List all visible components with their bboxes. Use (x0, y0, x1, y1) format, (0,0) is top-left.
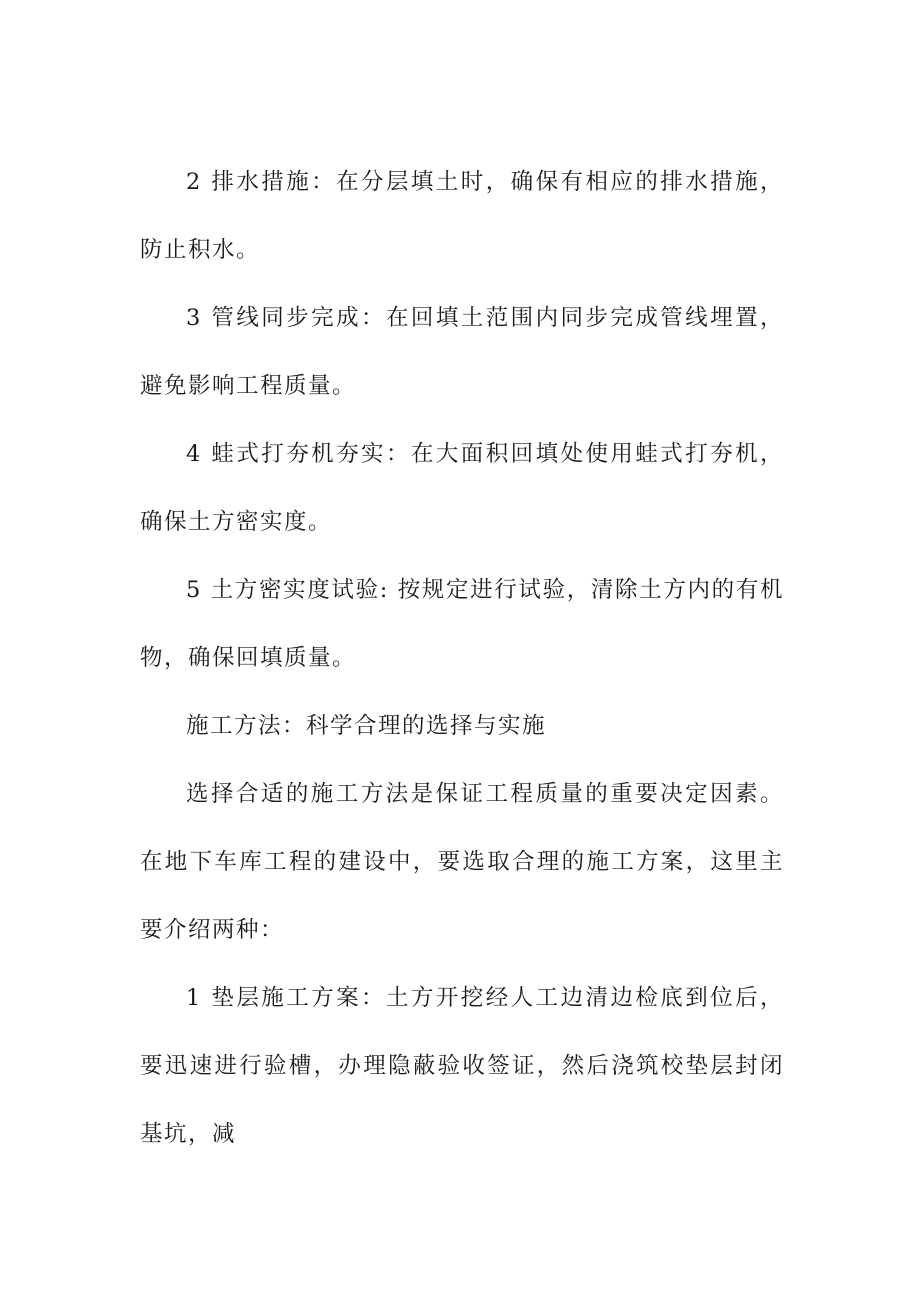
paragraph-method-selection: 选择合适的施工方法是保证工程质量的重要决定因素。在地下车库工程的建设中，要选取合理的施工方案，这里主要介绍两种： (140, 781, 784, 943)
document-body (140, 148, 784, 1168)
section-heading-construction-method: 施工方法：科学合理的选择与实施 (186, 713, 547, 739)
paragraph-compaction-test: 5 土方密实度试验: 按规定进行试验，清除土方内的有机物，确保回填质量。 (140, 577, 784, 671)
paragraph-cushion-layer-plan: 1 垫层施工方案：土方开挖经人工边清边检底到位后，要迅速进行验槽，办理隐蔽验收签证，然后浇筑校垫层封闭基坑，减 (140, 985, 784, 1147)
paragraph-drainage-measures: 2 排水措施：在分层填土时，确保有相应的排水措施，防止积水。 (140, 169, 784, 263)
paragraph-frog-rammer: 4 蛙式打夯机夯实：在大面积回填处使用蛙式打夯机，确保土方密实度。 (140, 441, 784, 535)
paragraph-pipeline-sync: 3 管线同步完成：在回填土范围内同步完成管线埋置，避免影响工程质量。 (140, 305, 784, 399)
